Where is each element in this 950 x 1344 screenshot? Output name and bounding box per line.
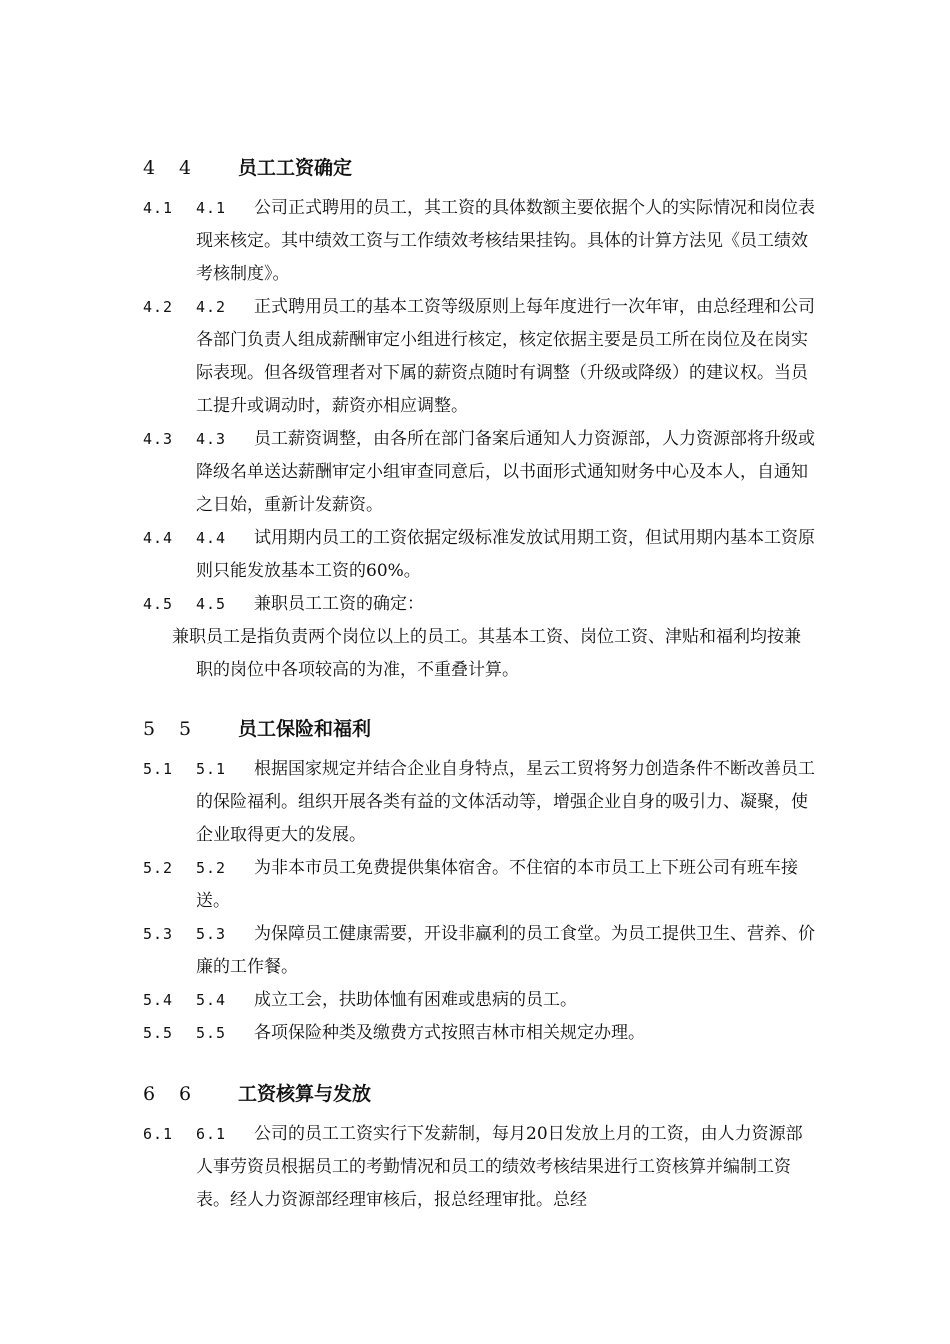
clause-5-3 xyxy=(0,918,950,984)
clause-6-1 xyxy=(0,1118,950,1217)
clause-subnumber: 4.5 xyxy=(196,595,227,613)
clause-4-4 xyxy=(0,522,950,588)
clause-text: 员工薪资调整，由各所在部门备案后通知人力资源部，人力资源部将升级或降级名单送达薪酬审定小组审查同意后，以书面形式通知财务中心及本人，自通知之日始，重新计发薪资。 xyxy=(196,429,815,515)
clause-number: 4.4 xyxy=(143,529,174,547)
section-title: 员工工资确定 xyxy=(238,157,353,179)
clause-5-2 xyxy=(0,852,950,918)
clause-4-5 xyxy=(0,588,950,621)
clause-subnumber: 5.3 xyxy=(196,925,227,943)
clause-number: 5.1 xyxy=(143,760,174,778)
clause-5-5 xyxy=(0,1017,950,1050)
clause-subnumber: 5.4 xyxy=(196,991,227,1009)
clause-subnumber: 6.1 xyxy=(196,1125,227,1143)
clause-text: 为保障员工健康需要，开设非赢利的员工食堂。为员工提供卫生、营养、价廉的工作餐。 xyxy=(196,924,815,977)
clause-number: 4.5 xyxy=(143,595,174,613)
clause-text: 根据国家规定并结合企业自身特点，星云工贸将努力创造条件不断改善员工的保险福利。组织开展各类有益的文体活动等，增强企业自身的吸引力、凝聚，使企业取得更大的发展。 xyxy=(196,759,815,845)
clause-number: 5.4 xyxy=(143,991,174,1009)
clause-5-4 xyxy=(0,984,950,1017)
clause-subnumber: 5.1 xyxy=(196,760,227,778)
heading-number-repeat: 5 xyxy=(179,718,192,740)
clause-text: 兼职员工工资的确定： xyxy=(254,594,424,614)
clause-4-2 xyxy=(0,291,950,423)
clause-number: 5.2 xyxy=(143,859,174,877)
clause-subnumber: 5.2 xyxy=(196,859,227,877)
section-heading xyxy=(0,713,950,745)
heading-number-repeat: 4 xyxy=(179,157,192,179)
clause-text: 各项保险种类及缴费方式按照吉林市相关规定办理。 xyxy=(254,1023,645,1043)
clause-number: 4.1 xyxy=(143,199,174,217)
heading-number: 4 xyxy=(143,157,156,179)
clause-number: 4.3 xyxy=(143,430,174,448)
clause-number: 4.2 xyxy=(143,298,174,316)
clause-text: 公司正式聘用的员工，其工资的具体数额主要依据个人的实际情况和岗位表现来核定。其中绩效工资与工作绩效考核结果挂钩。具体的计算方法见《员工绩效考核制度》。 xyxy=(196,198,815,284)
clause-subnumber: 5.5 xyxy=(196,1024,227,1042)
heading-number-repeat: 6 xyxy=(179,1083,192,1105)
clause-number: 6.1 xyxy=(143,1125,174,1143)
clause-text: 公司的员工工资实行下发薪制，每月20日发放上月的工资，由人力资源部人事劳资员根据员工的考勤情况和员工的绩效考核结果进行工资核算并编制工资表。经人力资源部经理审核后，报总经理审批。总经 xyxy=(196,1124,803,1210)
section-5 xyxy=(0,713,950,1050)
section-title: 员工保险和福利 xyxy=(238,718,372,740)
section-4 xyxy=(0,152,950,687)
clause-5-1 xyxy=(0,753,950,852)
clause-subnumber: 4.1 xyxy=(196,199,227,217)
section-heading xyxy=(0,152,950,184)
clause-text: 试用期内员工的工资依据定级标准发放试用期工资，但试用期内基本工资原则只能发放基本工资的60%。 xyxy=(196,528,815,581)
clause-number: 5.5 xyxy=(143,1024,174,1042)
section-6 xyxy=(0,1078,950,1217)
clause-text: 为非本市员工免费提供集体宿舍。不住宿的本市员工上下班公司有班车接送。 xyxy=(196,858,798,911)
heading-number: 5 xyxy=(143,718,156,740)
clause-number: 5.3 xyxy=(143,925,174,943)
section-heading xyxy=(0,1078,950,1110)
section-title: 工资核算与发放 xyxy=(238,1083,372,1105)
clause-text: 成立工会，扶助体恤有困难或患病的员工。 xyxy=(254,990,577,1010)
heading-number: 6 xyxy=(143,1083,156,1105)
clause-text: 正式聘用员工的基本工资等级原则上每年度进行一次年审，由总经理和公司各部门负责人组成薪酬审定小组进行核定，核定依据主要是员工所在岗位及在岗实际表现。但各级管理者对下属的薪资点随时有调整（升级或降级）的建议权。当员工提升或调动时，薪资亦相应调整。 xyxy=(196,297,815,416)
clause-subnumber: 4.4 xyxy=(196,529,227,547)
clause-4-5-detail: 兼职员工是指负责两个岗位以上的员工。其基本工资、岗位工资、津贴和福利均按兼职的岗位中各项较高的为准，不重叠计算。 xyxy=(172,627,801,680)
clause-4-3 xyxy=(0,423,950,522)
clause-subnumber: 4.2 xyxy=(196,298,227,316)
clause-4-1 xyxy=(0,192,950,291)
clause-subnumber: 4.3 xyxy=(196,430,227,448)
